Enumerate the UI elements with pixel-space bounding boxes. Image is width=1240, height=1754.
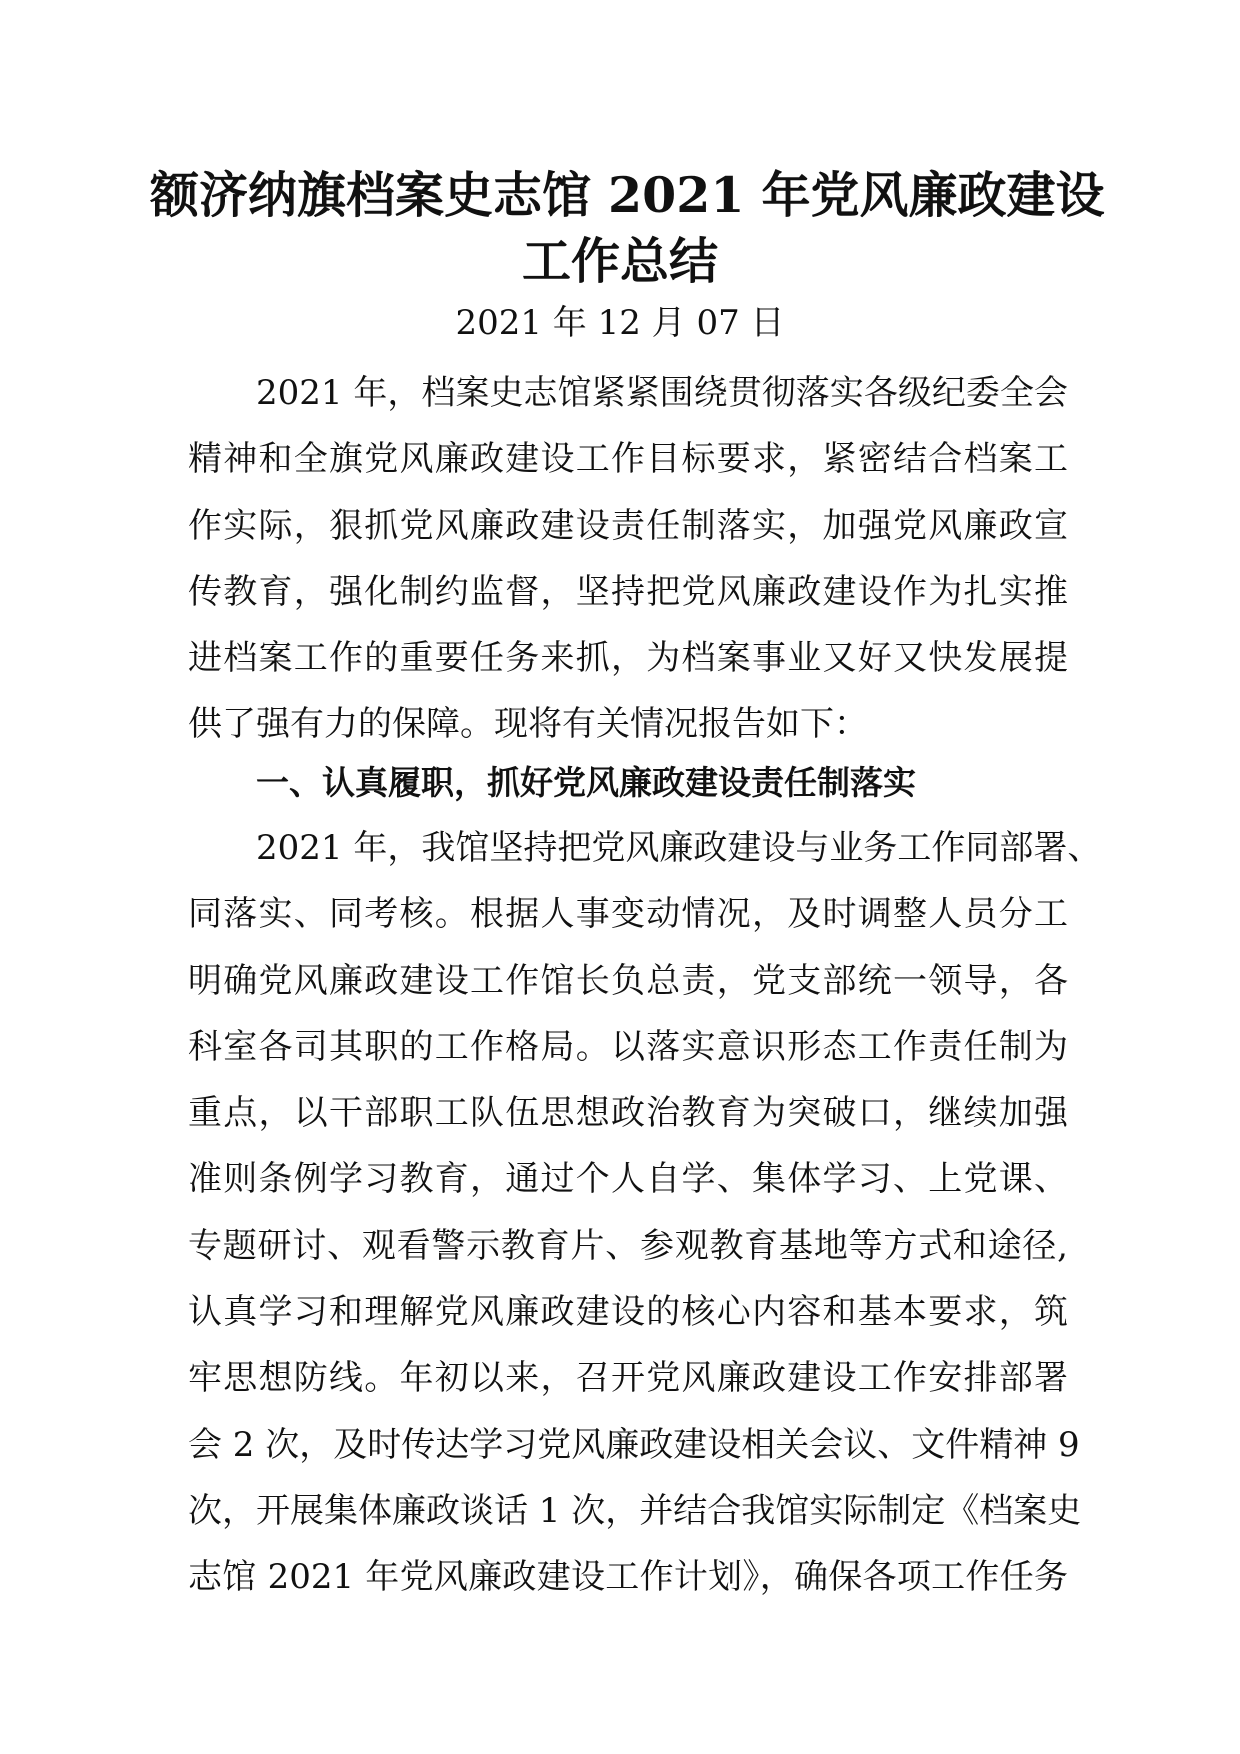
paragraph-line: 准则条例学习教育，通过个人自学、集体学习、上党课、 (188, 1159, 1068, 1200)
document-date: 2021 年 12 月 07 日 (455, 303, 785, 343)
paragraph-line: 同落实、同考核。根据人事变动情况，及时调整人员分工 (188, 894, 1068, 935)
paragraph-line: 精神和全旗党风廉政建设工作目标要求，紧密结合档案工 (188, 439, 1068, 480)
paragraph-line: 传教育，强化制约监督，坚持把党风廉政建设作为扎实推 (188, 571, 1068, 612)
document-title-line-2: 工作总结 (521, 232, 718, 290)
paragraph-line: 2021 年，我馆坚持把党风廉政建设与业务工作同部署、 (256, 828, 1102, 868)
paragraph-line: 次，开展集体廉政谈话 1 次，并结合我馆实际制定《档案史 (188, 1490, 1082, 1531)
paragraph-line: 作实际，狠抓党风廉政建设责任制落实，加强党风廉政宣 (188, 505, 1068, 546)
paragraph-line: 科室各司其职的工作格局。以落实意识形态工作责任制为 (188, 1026, 1068, 1067)
paragraph-line: 2021 年，档案史志馆紧紧围绕贯彻落实各级纪委全会 (256, 373, 1068, 413)
document-title-line-1: 额济纳旗档案史志馆 2021 年党风廉政建设 (150, 166, 1105, 224)
paragraph-line: 进档案工作的重要任务来抓，为档案事业又好又快发展提 (188, 638, 1068, 679)
paragraph-line: 明确党风廉政建设工作馆长负总责，党支部统一领导，各 (188, 960, 1068, 1001)
paragraph-line: 专题研讨、观看警示教育片、参观教育基地等方式和途径, (188, 1225, 1068, 1266)
paragraph-line: 志馆 2021 年党风廉政建设工作计划》，确保各项工作任务 (188, 1557, 1068, 1598)
paragraph-line: 供了强有力的保障。现将有关情况报告如下： (188, 704, 868, 745)
paragraph-line: 认真学习和理解党风廉政建设的核心内容和基本要求，筑 (188, 1292, 1068, 1333)
paragraph-line: 重点，以干部职工队伍思想政治教育为突破口，继续加强 (188, 1093, 1068, 1134)
paragraph-section-1 (188, 815, 1102, 1611)
section-heading-1: 一、认真履职，抓好党风廉政建设责任制落实 (256, 763, 916, 802)
paragraph-line: 会 2 次，及时传达学习党风廉政建设相关会议、文件精神 9 (188, 1424, 1080, 1465)
paragraph-line: 牢思想防线。年初以来，召开党风廉政建设工作安排部署 (188, 1358, 1068, 1399)
paragraph-intro (188, 360, 1068, 758)
